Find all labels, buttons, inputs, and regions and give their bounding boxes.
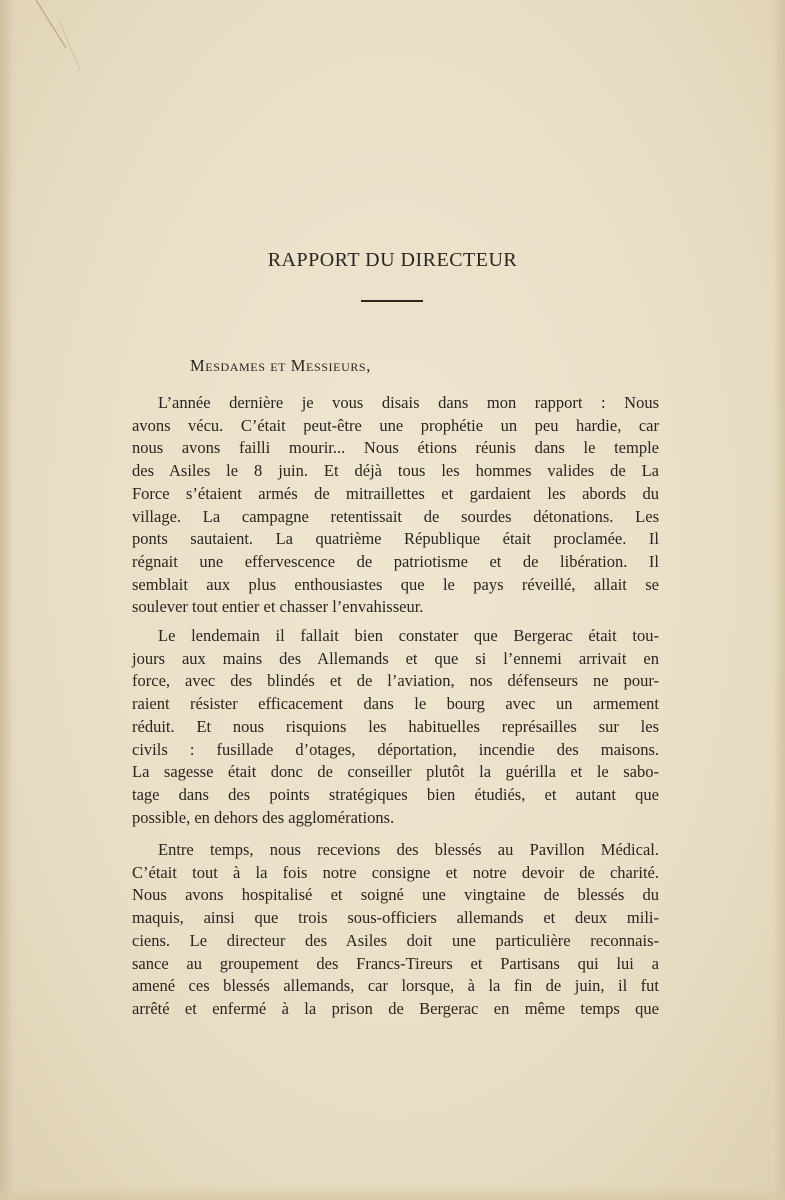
paragraph-2 (132, 625, 659, 829)
paragraph-1 (132, 392, 659, 619)
text-line: ciens. Le directeur des Asiles doit une particulière reconnais- (132, 930, 659, 950)
text-line: force, avec des blindés et de l’aviation, nos défenseurs ne pour- (132, 671, 659, 691)
text-line: des Asiles le 8 juin. Et déjà tous les hommes valides de La (132, 461, 659, 481)
text-line: amené ces blessés allemands, car lorsque, à la fin de juin, il fut (132, 976, 659, 996)
text-line: Le lendemain il fallait bien constater que Bergerac était tou- (158, 626, 659, 645)
document-title: RAPPORT DU DIRECTEUR (267, 249, 518, 271)
text-line: ponts sautaient. La quatrième République était proclamée. Il (132, 529, 659, 549)
text-line: avons vécu. C’était peut-être une prophétie un peu hardie, car (132, 415, 659, 435)
text-line: jours aux mains des Allemands et que si l’ennemi arrivait en (132, 648, 659, 668)
text-line: nous avons failli mourir... Nous étions réunis dans le temple (132, 438, 659, 458)
salutation: Mesdames et Messieurs, (190, 356, 371, 375)
text-line: réduit. Et nous risquions les habituelles représailles sur les (132, 716, 659, 736)
text-line: raient résister efficacement dans le bourg avec un armement (132, 694, 659, 714)
title-divider (361, 300, 423, 302)
text-line: maquis, ainsi que trois sous-officiers allemands et deux mili- (132, 908, 659, 928)
text-line: L’année dernière je vous disais dans mon rapport : Nous (158, 393, 659, 412)
paragraph-3 (132, 839, 659, 1021)
text-line: régnait une effervescence de patriotisme et de libération. Il (132, 551, 659, 571)
text-line: possible, en dehors des agglomérations. (132, 807, 395, 827)
text-line: civils : fusillade d’otages, déportation, incendie des maisons. (132, 739, 659, 759)
text-line: arrêté et enfermé à la prison de Bergerac en même temps que (132, 998, 659, 1018)
text-line: Nous avons hospitalisé et soigné une vingtaine de blessés du (132, 885, 659, 905)
text-line: soulever tout entier et chasser l’envahisseur. (132, 597, 424, 617)
text-line: C’était tout à la fois notre consigne et notre devoir de charité. (132, 862, 659, 882)
text-line: Entre temps, nous recevions des blessés au Pavillon Médical. (158, 840, 659, 859)
text-line: La sagesse était donc de conseiller plutôt la guérilla et le sabo- (132, 762, 659, 782)
text-line: village. La campagne retentissait de sourdes détonations. Les (132, 506, 659, 526)
text-line: sance au groupement des Francs-Tireurs et Partisans qui lui a (132, 953, 659, 973)
text-line: semblait aux plus enthousiastes que le pays réveillé, allait se (132, 574, 659, 594)
text-line: Force s’étaient armés de mitraillettes et gardaient les abords du (132, 483, 659, 503)
text-line: tage dans des points stratégiques bien étudiés, et autant que (132, 784, 659, 804)
